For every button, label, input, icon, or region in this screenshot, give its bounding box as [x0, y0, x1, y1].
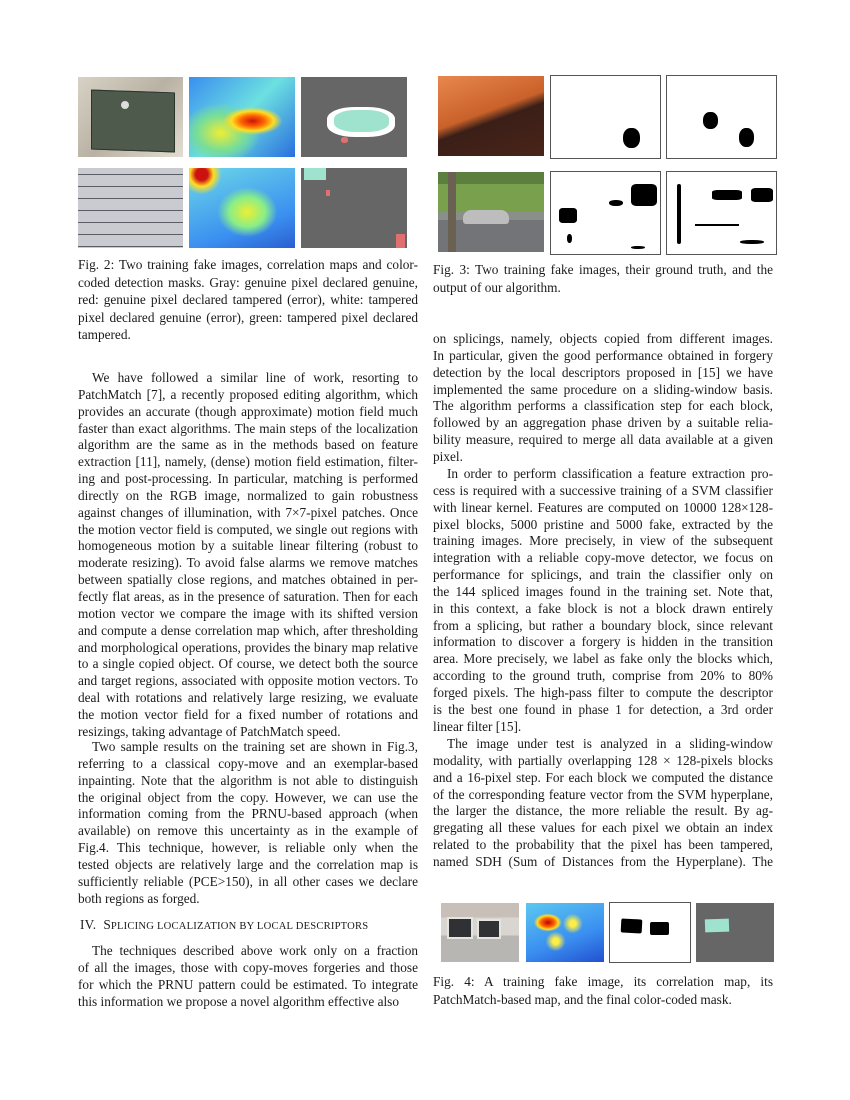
text-line: The algorithm performs a classification step for each block, [433, 398, 773, 414]
fig2-caption [78, 256, 418, 344]
text-line: from a splicing, but rather a boundary block, since relevant [433, 617, 773, 633]
text-line: both regions as forged. [78, 890, 200, 906]
text-line: homogeneous motion by a suitable linear filtering (robust to [78, 538, 418, 554]
text-line: this information we propose a novel algorithm effective also [78, 993, 400, 1009]
text-line: Fig. 2: Two training fake images, correlation maps and color- [78, 257, 418, 272]
text-line: related to the probability that the pixel has been tampered, [433, 837, 773, 853]
section-number: IV. [80, 917, 97, 932]
text-line: detection by the local descriptors proposed in [15] we have [433, 364, 773, 380]
right-paragraph-1 [433, 331, 773, 466]
text-line: referring to a classical copy-move and an exemplar-based [78, 755, 418, 771]
fig3-ground-truth-1 [550, 75, 661, 159]
fig3-image-table [438, 76, 544, 156]
text-line: tested objects are relatively large and the correlation map is [78, 856, 418, 872]
text-line: to a single copied object. Of course, we detect both the source [78, 656, 418, 672]
text-line: for which the PRNU pattern could be estimated. To integrate [78, 976, 418, 992]
text-line: according to the ground truth, comprise from 20% to 80% [433, 668, 773, 684]
text-line: directly on the RGB image, normalized to gain robustness [78, 487, 418, 503]
fig3-image-car [438, 172, 544, 252]
text-line: deal with rotations and relatively large resizing, we evaluate [78, 690, 418, 706]
text-line: of all the images, those with copy-moves forgeries and those [78, 959, 418, 975]
text-line: Two sample results on the training set are shown in Fig.3, [92, 739, 418, 754]
text-line: ing and post-processing. In particular, matching is performed [78, 471, 418, 487]
text-line: integration with a reliable copy-move detector, we focus on [433, 550, 773, 566]
left-paragraph-3 [78, 943, 418, 1010]
text-line: moderate resizing). To avoid false alarms we remove matches [78, 555, 418, 571]
fig2-mask-1 [301, 77, 407, 157]
fig2-image-wallet [78, 77, 183, 157]
text-line: pixel. [433, 448, 463, 464]
text-line: tampered. [78, 327, 131, 343]
fig2-correlation-map-1 [189, 77, 295, 157]
text-line: provides an accurate (though approximate) motion field much [78, 403, 418, 419]
text-line: PatchMatch [7], a recently proposed editing algorithm, which [78, 386, 418, 402]
text-line: motion vector we compare the image with its shifted version [78, 605, 418, 621]
fig3-output-1 [666, 75, 777, 159]
text-line: output of our algorithm. [433, 279, 561, 295]
text-line: modality, with partially overlapping 128 × 128-pixels blocks [433, 752, 773, 768]
text-line: In order to perform classification a feature extraction pro- [447, 466, 773, 481]
text-line: extraction [11], namely, (dense) motion field estimation, filter- [78, 454, 418, 470]
text-line: in this context, a fake block is not a block drawn entirely [433, 600, 773, 616]
text-line: between spatially close regions, and matches obtained in per- [78, 572, 418, 588]
fig3-output-2 [666, 171, 777, 255]
text-line: red: genuine pixel declared tampered (error), white: tampered [78, 292, 418, 308]
fig2-mask-2 [301, 168, 407, 248]
left-paragraph-2 [78, 739, 418, 907]
fig3-ground-truth-2 [550, 171, 661, 255]
text-line: resizings, taking advantage of PatchMatch speed. [78, 723, 341, 739]
text-line: against changes of illumination, with 7×7-pixel patches. Once [78, 504, 418, 520]
fig4-image-monitors [441, 903, 519, 962]
text-line: named SDH (Sum of Distances from the Hyperplane). The [433, 853, 773, 869]
text-line: Fig.4. This technique, however, is reliable only when the [78, 840, 418, 856]
text-line: the larger the distance, the more reliable the result. By ag- [433, 803, 773, 819]
right-paragraph-2 [433, 466, 773, 736]
section-heading [80, 917, 368, 933]
text-line: Fig. 4: A training fake image, its correlation map, its [433, 974, 773, 989]
text-line: training images. More precisely, in view of the subsequent [433, 533, 773, 549]
fig4-color-coded-mask [696, 903, 774, 962]
fig4-correlation-map [526, 903, 604, 962]
text-line: faster than exact algorithms. The main steps of the localization [78, 420, 418, 436]
text-line: available) on remove this uncertainty as in the example of [78, 823, 418, 839]
text-line: information to discover a forgery is hidden in the transition [433, 634, 773, 650]
section-title: SPLICING LOCALIZATION BY LOCAL DESCRIPTORS [103, 917, 369, 932]
text-line: of the corresponding feature vector from the SVM hyperplane, [433, 786, 773, 802]
text-line: The image under test is analyzed in a sliding-window [447, 736, 773, 751]
text-line: fectly flat areas, as in the presence of saturation. Then for each [78, 588, 418, 604]
text-line: area. More precisely, we label as fake only the blocks which, [433, 651, 773, 667]
text-line: on splicings, namely, objects copied from different images. [433, 331, 773, 346]
text-line: gregating all these values for each pixel we obtain an index [433, 820, 773, 836]
fig3-caption [433, 261, 773, 296]
fig2-correlation-map-2 [189, 168, 295, 248]
text-line: PatchMatch-based map, and the final color-coded mask. [433, 991, 732, 1007]
text-line: We have followed a similar line of work, resorting to [92, 370, 418, 385]
text-line: cess is required with a successive training of a SVM classifier [433, 482, 773, 498]
text-line: In particular, given the good performance obtained in forgery [433, 347, 773, 363]
text-line: and morphological operations, provides the binary map relative [78, 639, 418, 655]
text-line: coded detection masks. Gray: genuine pixel declared genuine, [78, 274, 418, 290]
text-line: bility measure, required to merge all data available at a given [433, 432, 773, 448]
text-line: Fig. 3: Two training fake images, their ground truth, and the [433, 262, 773, 277]
text-line: the motion vector field is computed, we single out regions with [78, 521, 418, 537]
text-line: with linear kernel. Features are computed on 10000 128×128- [433, 499, 773, 515]
text-line: sufficiently reliable (PCE>150), in all other cases we declare [78, 873, 418, 889]
text-line: inpainting. Note that the algorithm is not able to distinguish [78, 772, 418, 788]
fig2-image-document [78, 168, 183, 248]
text-line: and compute a dense correlation map which, after thresholding [78, 622, 418, 638]
text-line: The techniques described above work only on a fraction [92, 943, 418, 958]
text-line: the motion vector field for a fixed number of rotations and [78, 706, 418, 722]
fig4-caption [433, 973, 773, 1008]
right-paragraph-3 [433, 736, 773, 871]
fig4-patchmatch-map [609, 902, 691, 963]
text-line: implemented the same procedure on a sliding-window basis. [433, 381, 773, 397]
text-line: and a 16-pixel step. For each block we computed the distance [433, 769, 773, 785]
text-line: pixel blocks, 5000 pristine and 5000 fake, extracted by the [433, 516, 773, 532]
text-line: and target regions, associated with opposite motion vectors. To [78, 673, 418, 689]
text-line: information coming from the PRNU-based approach (when [78, 806, 418, 822]
text-line: algorithm are the same as in the methods based on feature [78, 437, 418, 453]
text-line: performance for splicings, and train the classifier only on [433, 567, 773, 583]
text-line: forged pixels. The high-pass filter to compute the descriptor [433, 684, 773, 700]
text-line: followed by an aggregation phase driven by a suitable relia- [433, 415, 773, 431]
text-line: pixel declared genuine (error), green: tampered pixel declared [78, 309, 418, 325]
text-line: linear filter [15]. [433, 718, 522, 734]
left-paragraph-1 [78, 370, 418, 741]
text-line: the 144 spliced images found in the training set. Note that, [433, 583, 773, 599]
text-line: is the best one found in phase 1 for detection, a 3rd order [433, 701, 773, 717]
text-line: the original object from the copy. However, we can use the [78, 789, 418, 805]
